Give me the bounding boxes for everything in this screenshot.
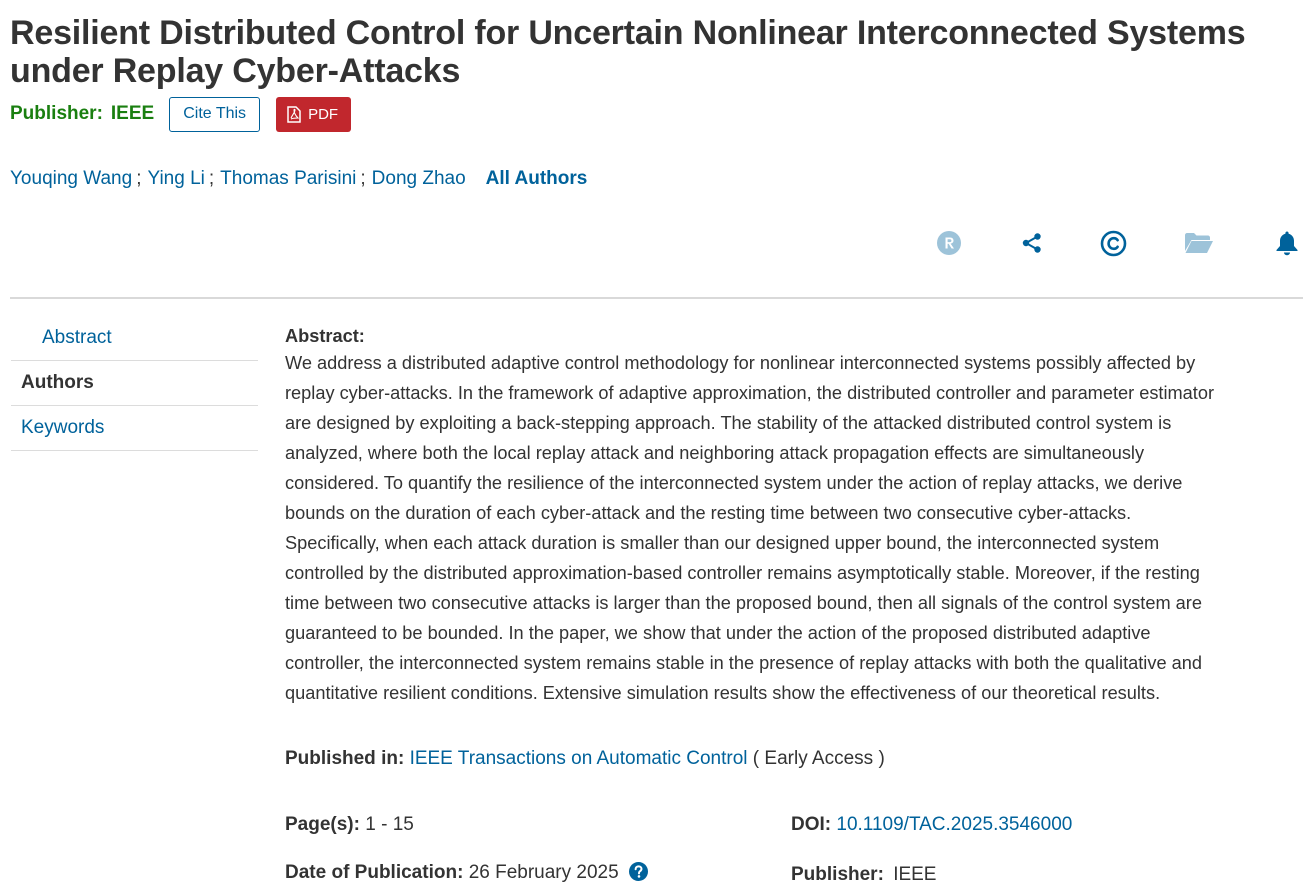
rights-icon[interactable] xyxy=(934,228,964,258)
author-separator: ; xyxy=(360,168,366,189)
doi-label: DOI: xyxy=(791,814,832,835)
copyright-icon[interactable] xyxy=(1098,228,1128,258)
abstract-line: controller, the interconnected system remains stable in the presence of replay attacks with both the qualitative and xyxy=(285,653,1202,673)
cite-this-button[interactable]: Cite This xyxy=(169,97,260,132)
publisher-meta-value: IEEE xyxy=(893,864,937,885)
publication-date-label: Date of Publication: xyxy=(285,862,464,883)
abstract-heading: Abstract: xyxy=(285,326,365,346)
section-divider xyxy=(10,297,1303,299)
document-sections-nav xyxy=(11,316,258,451)
author-link[interactable]: Ying Li xyxy=(147,168,205,189)
author-separator: ; xyxy=(208,168,215,189)
folder-icon[interactable] xyxy=(1184,228,1214,258)
doi-row xyxy=(791,814,1072,836)
abstract-line: analyzed, where both the local replay attack and neighboring attack propagation effects are simultaneously xyxy=(285,443,1145,463)
pdf-button[interactable] xyxy=(276,97,351,132)
doi-link[interactable]: 10.1109/TAC.2025.3546000 xyxy=(836,814,1073,835)
pages-label: Page(s): xyxy=(285,814,360,835)
publication-date-row xyxy=(285,862,648,884)
nav-item-keywords[interactable]: Keywords xyxy=(11,406,258,451)
abstract-line: We address a distributed adaptive control methodology for nonlinear interconnected systems possibly affected by xyxy=(285,353,1196,373)
abstract-line: considered. To quantify the resilience of the interconnected system under the action of replay attacks, we derive xyxy=(285,473,1183,493)
author-list xyxy=(10,168,587,190)
pages-row xyxy=(285,814,414,836)
abstract-line: Specifically, when each attack duration is smaller than our designed upper bound, the interconnected system xyxy=(285,533,1160,553)
nav-item-authors[interactable]: Authors xyxy=(11,361,258,406)
question-mark-icon[interactable] xyxy=(629,862,648,881)
share-icon[interactable] xyxy=(1017,228,1047,258)
pdf-file-icon xyxy=(287,106,301,123)
abstract-line: quantitative resilient conditions. Extensive simulation results show the effectiveness of our theoretical results. xyxy=(285,683,1161,703)
abstract-line: are designed by exploiting a back-stepping approach. The stability of the attacked distributed control system is xyxy=(285,413,1172,433)
publication-date-value: 26 February 2025 xyxy=(468,862,619,883)
abstract-line: bounds on the duration of each cyber-attack and the resting time between two consecutive cyber-attacks. xyxy=(285,503,1132,523)
publisher-row xyxy=(10,96,351,132)
published-in-label: Published in: xyxy=(285,748,405,769)
abstract-line: controlled by the distributed approximation-based controller remains asymptotically stable. Moreover, if the resting xyxy=(285,563,1200,583)
bell-icon[interactable] xyxy=(1272,228,1302,258)
publisher-name: IEEE xyxy=(110,103,155,124)
pdf-button-label: PDF xyxy=(308,105,339,123)
abstract-line: replay cyber-attacks. In the framework of adaptive approximation, the distributed controller and parameter estimator xyxy=(285,383,1215,403)
journal-link[interactable]: IEEE Transactions on Automatic Control xyxy=(409,748,748,769)
publisher-label: Publisher: xyxy=(10,103,103,124)
abstract-section xyxy=(285,324,1297,708)
author-link[interactable]: Youqing Wang xyxy=(10,168,133,189)
author-link[interactable]: Thomas Parisini xyxy=(220,168,357,189)
article-title: Resilient Distributed Control for Uncertain Nonlinear Interconnected Systems under Replay Cyber-Attacks xyxy=(10,14,1246,90)
publisher-meta-row xyxy=(791,864,937,886)
abstract-line: guaranteed to be bounded. In the paper, we show that under the action of the proposed distributed adaptive xyxy=(285,623,1151,643)
publisher-meta-label: Publisher: xyxy=(791,864,884,885)
author-separator: ; xyxy=(136,168,142,189)
all-authors-link[interactable]: All Authors xyxy=(485,168,588,189)
published-in-row xyxy=(285,748,885,770)
pages-value: 1 - 15 xyxy=(365,814,414,835)
author-link[interactable]: Dong Zhao xyxy=(371,168,466,189)
nav-item-abstract[interactable]: Abstract xyxy=(11,316,258,361)
publication-status: ( Early Access ) xyxy=(752,748,885,769)
abstract-line: time between two consecutive attacks is larger than the proposed bound, then all signals of the control system are xyxy=(285,593,1202,613)
